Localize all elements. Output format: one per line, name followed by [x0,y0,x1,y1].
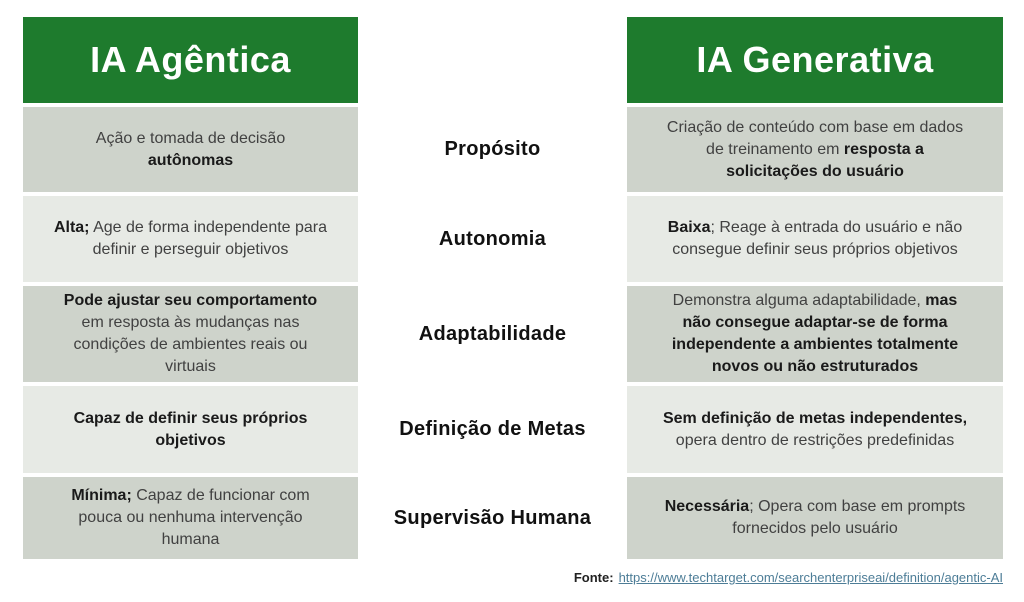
row-label-supervisao-humana [358,477,627,559]
generative-cell-definicao-de-metas: Sem definição de metas independentes, opera dentro de restrições predefinidas [627,386,1003,473]
row-label-proposito [358,107,627,192]
generative-cell-adaptabilidade: Demonstra alguma adaptabilidade, mas não consegue adaptar-se de forma independente a ambientes totalmente novos ou não estruturados [627,286,1003,382]
source-link[interactable]: https://www.techtarget.com/searchenterpriseai/definition/agentic-AI [618,570,1003,585]
agentic-cell-proposito: Ação e tomada de decisão autônomas [23,107,358,192]
generative-cell-supervisao-humana: Necessária; Opera com base em prompts fornecidos pelo usuário [627,477,1003,559]
row-label-autonomia [358,196,627,282]
generative-cell-proposito: Criação de conteúdo com base em dados de treinamento em resposta a solicitações do usuário [627,107,1003,192]
agentic-cell-definicao-de-metas: Capaz de definir seus próprios objetivos [23,386,358,473]
generative-ai-header-title: IA Generativa [696,39,934,80]
row-label-definicao-de-metas-text: Definição de Metas [399,418,586,440]
row-label-adaptabilidade-text: Adaptabilidade [418,322,567,345]
agentic-ai-header [23,17,358,103]
agentic-cell-adaptabilidade: Pode ajustar seu comportamento em resposta às mudanças nas condições de ambientes reais ou virtuais [23,286,358,382]
source-label: Fonte: [573,570,614,585]
row-label-definicao-de-metas [358,386,627,473]
source-line [574,570,1003,585]
comparison-table [23,17,1003,559]
row-label-autonomia-text: Autonomia [438,227,547,250]
agentic-cell-autonomia: Alta; Age de forma independente para definir e perseguir objetivos [23,196,358,282]
row-label-supervisao-humana-text: Supervisão Humana [393,506,592,529]
generative-cell-autonomia: Baixa; Reage à entrada do usuário e não consegue definir seus próprios objetivos [627,196,1003,282]
header-center-spacer [358,17,627,103]
generative-ai-header [627,17,1003,103]
row-label-proposito-text: Propósito [444,138,541,160]
agentic-cell-supervisao-humana: Mínima; Capaz de funcionar com pouca ou nenhuma intervenção humana [23,477,358,559]
agentic-ai-header-title: IA Agêntica [90,39,291,80]
row-label-adaptabilidade [358,286,627,382]
